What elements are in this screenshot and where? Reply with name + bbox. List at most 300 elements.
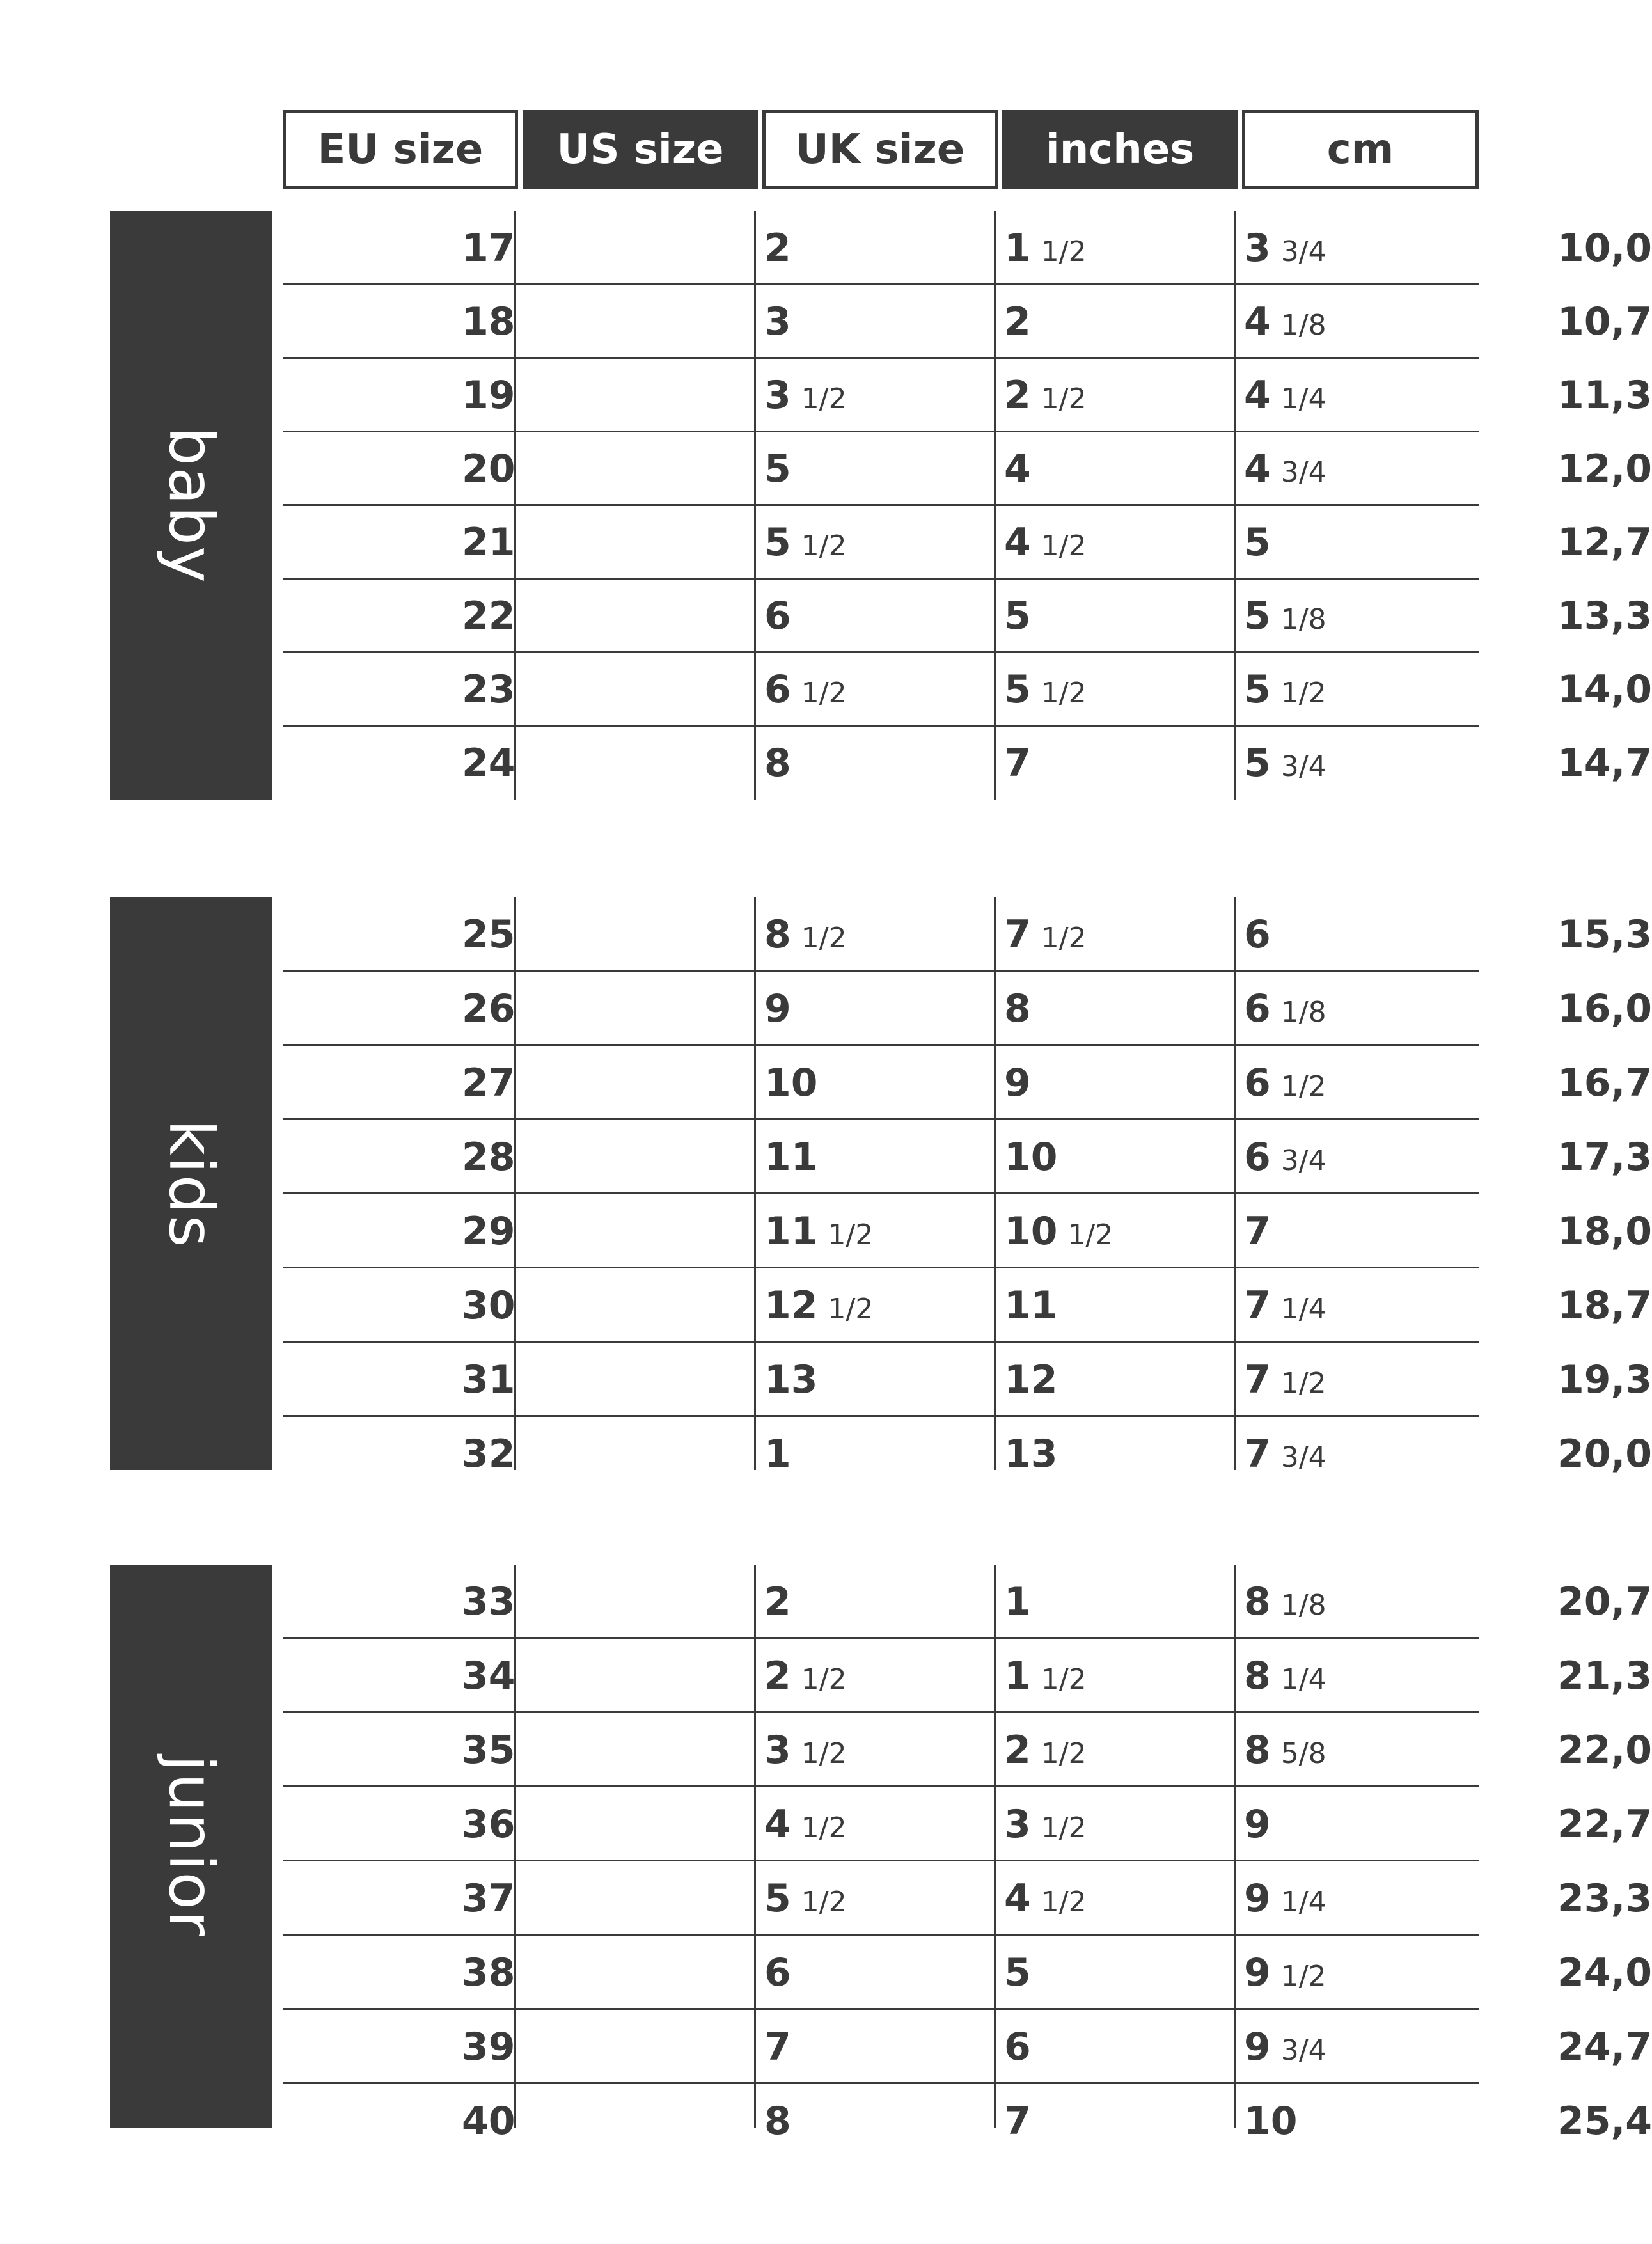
us-size-cell (764, 726, 791, 800)
inches-cell (1244, 1268, 1326, 1343)
table-row (283, 1787, 1652, 1861)
inches-cell (1244, 972, 1326, 1046)
inches-cell (1244, 358, 1326, 432)
size-fraction: 1/2 (801, 1663, 847, 1696)
size-value: 8 (1244, 1728, 1271, 1773)
size-value: 11,3 (1557, 373, 1652, 418)
size-value: 8 (1244, 1654, 1271, 1698)
inches-cell (1244, 1046, 1326, 1120)
cm-cell (1557, 1194, 1652, 1268)
size-value: 9 (1244, 1950, 1271, 1995)
size-value: 9 (1244, 1876, 1271, 1921)
table-row (283, 897, 1652, 972)
size-fraction: 1/2 (1041, 235, 1087, 268)
size-value: 9 (1244, 1802, 1271, 1847)
cm-cell (1557, 432, 1652, 506)
section-label-box (110, 897, 272, 1470)
us-size-cell (764, 1936, 791, 2010)
size-fraction: 1/2 (1041, 676, 1087, 709)
cm-cell (1557, 1268, 1652, 1343)
size-value: 10 (1004, 1135, 1058, 1180)
inches-cell (1244, 2084, 1298, 2158)
table-row (283, 1343, 1652, 1417)
size-value: 13 (1004, 1432, 1058, 1476)
size-fraction: 1/2 (828, 1218, 874, 1251)
uk-size-cell (1004, 211, 1087, 285)
size-value: 3 (1244, 226, 1271, 271)
size-value: 34 (462, 1654, 515, 1698)
cm-cell (1557, 972, 1652, 1046)
uk-size-cell (1004, 1268, 1058, 1343)
size-value: 26 (462, 986, 515, 1031)
eu-size-cell (462, 505, 515, 580)
size-value: 12,7 (1557, 520, 1652, 565)
uk-size-cell (1004, 358, 1087, 432)
size-value: 6 (1004, 2025, 1031, 2069)
size-fraction: 3/4 (1280, 2034, 1326, 2067)
table-row (283, 1046, 1652, 1120)
size-value: 12 (1004, 1357, 1058, 1402)
table-row (283, 1713, 1652, 1787)
inches-cell (1244, 1120, 1326, 1194)
size-value: 31 (462, 1357, 515, 1402)
eu-size-cell (462, 726, 515, 800)
size-value: 5 (1004, 667, 1031, 712)
uk-size-cell (1004, 1417, 1058, 1491)
size-fraction: 1/2 (828, 1292, 874, 1325)
cm-cell (1557, 1787, 1652, 1861)
us-size-cell (764, 1787, 847, 1861)
us-size-cell (764, 579, 791, 653)
size-value: 1 (1004, 1654, 1031, 1698)
size-fraction: 1/2 (1041, 382, 1087, 415)
cm-cell (1557, 1639, 1652, 1713)
size-value: 24 (462, 741, 515, 786)
cm-cell (1557, 652, 1652, 727)
size-fraction: 1/2 (1280, 676, 1326, 709)
size-value: 2 (1004, 299, 1031, 344)
size-value: 25,4 (1557, 2099, 1652, 2144)
eu-size-cell (462, 1639, 515, 1713)
uk-size-cell (1004, 1639, 1087, 1713)
size-value: 8 (1244, 1579, 1271, 1624)
size-value: 17,3 (1557, 1135, 1652, 1180)
size-fraction: 3/4 (1280, 235, 1326, 268)
size-value: 10 (1244, 2099, 1298, 2144)
inches-cell (1244, 1936, 1326, 2010)
size-value: 11 (1004, 1283, 1058, 1328)
size-value: 12,0 (1557, 446, 1652, 491)
size-value: 13 (764, 1357, 818, 1402)
size-value: 20,0 (1557, 1432, 1652, 1476)
uk-size-cell (1004, 505, 1087, 580)
eu-size-cell (462, 2010, 515, 2084)
eu-size-cell (462, 211, 515, 285)
size-value: 2 (764, 226, 791, 271)
us-size-cell (764, 2010, 791, 2084)
size-value: 19 (462, 373, 515, 418)
table-row (283, 652, 1652, 727)
size-fraction: 1/2 (801, 1737, 847, 1770)
cm-cell (1557, 1565, 1652, 1639)
size-value: 1 (1004, 226, 1031, 271)
size-value: 5 (1244, 594, 1271, 638)
size-grid (283, 211, 1652, 800)
size-fraction: 1/2 (801, 1811, 847, 1844)
uk-size-cell (1004, 1713, 1087, 1787)
size-value: 14,7 (1557, 741, 1652, 786)
eu-size-cell (462, 1565, 515, 1639)
table-row (283, 1639, 1652, 1713)
uk-size-cell (1004, 972, 1031, 1046)
cm-cell (1557, 1120, 1652, 1194)
size-value: 4 (1244, 373, 1271, 418)
uk-size-cell (1004, 1120, 1058, 1194)
table-row (283, 2084, 1652, 2158)
table-row (283, 2010, 1652, 2084)
eu-size-cell (462, 1343, 515, 1417)
size-value: 10 (764, 1061, 818, 1105)
table-row (283, 432, 1652, 506)
size-fraction: 1/2 (1280, 1366, 1326, 1400)
eu-size-cell (462, 1787, 515, 1861)
size-value: 9 (764, 986, 791, 1031)
cm-cell (1557, 285, 1652, 359)
cm-cell (1557, 505, 1652, 580)
us-size-cell (764, 285, 791, 359)
eu-size-cell (462, 1417, 515, 1491)
cm-cell (1557, 211, 1652, 285)
eu-size-cell (462, 358, 515, 432)
header-us-size: US size (523, 110, 758, 189)
size-value: 32 (462, 1432, 515, 1476)
size-value: 2 (1004, 1728, 1031, 1773)
size-fraction: 1/2 (1041, 529, 1087, 562)
us-size-cell (764, 1194, 873, 1268)
size-fraction: 1/8 (1280, 1588, 1326, 1622)
cm-cell (1557, 1343, 1652, 1417)
us-size-cell (764, 2084, 791, 2158)
eu-size-cell (462, 972, 515, 1046)
size-value: 4 (1004, 1876, 1031, 1921)
size-value: 10 (1004, 1209, 1058, 1254)
table-row (283, 1417, 1652, 1491)
size-value: 12 (764, 1283, 818, 1328)
section-label: kids (155, 1119, 227, 1249)
table-row (283, 1936, 1652, 2010)
eu-size-cell (462, 1713, 515, 1787)
size-value: 7 (1244, 1357, 1271, 1402)
size-value: 19,3 (1557, 1357, 1652, 1402)
cm-cell (1557, 2084, 1652, 2158)
size-fraction: 1/8 (1280, 308, 1326, 342)
uk-size-cell (1004, 1861, 1087, 1936)
inches-cell (1244, 211, 1326, 285)
size-fraction: 1/2 (1067, 1218, 1113, 1251)
size-value: 35 (462, 1728, 515, 1773)
size-value: 7 (1244, 1283, 1271, 1328)
header-inches: inches (1002, 110, 1238, 189)
size-value: 6 (1244, 912, 1271, 957)
size-fraction: 1/2 (1280, 1959, 1326, 1993)
eu-size-cell (462, 432, 515, 506)
size-value: 3 (1004, 1802, 1031, 1847)
size-value: 5 (1004, 594, 1031, 638)
size-value: 2 (764, 1579, 791, 1624)
size-value: 17 (462, 226, 515, 271)
size-value: 39 (462, 2025, 515, 2069)
size-value: 3 (764, 373, 791, 418)
table-row (283, 579, 1652, 653)
size-value: 18 (462, 299, 515, 344)
us-size-cell (764, 432, 791, 506)
size-value: 23,3 (1557, 1876, 1652, 1921)
size-value: 13,3 (1557, 594, 1652, 638)
size-fraction: 5/8 (1280, 1737, 1326, 1770)
eu-size-cell (462, 1861, 515, 1936)
eu-size-cell (462, 2084, 515, 2158)
inches-cell (1244, 285, 1326, 359)
cm-cell (1557, 1861, 1652, 1936)
size-value: 6 (1244, 1061, 1271, 1105)
inches-cell (1244, 1713, 1326, 1787)
uk-size-cell (1004, 1787, 1087, 1861)
size-fraction: 1/4 (1280, 382, 1326, 415)
inches-cell (1244, 1417, 1326, 1491)
size-value: 5 (1244, 741, 1271, 786)
eu-size-cell (462, 652, 515, 727)
uk-size-cell (1004, 285, 1031, 359)
us-size-cell (764, 652, 847, 727)
size-fraction: 1/2 (801, 676, 847, 709)
uk-size-cell (1004, 1046, 1031, 1120)
size-fraction: 3/4 (1280, 750, 1326, 783)
section-label: junior (155, 1755, 227, 1938)
table-row (283, 1120, 1652, 1194)
size-value: 7 (1004, 912, 1031, 957)
size-value: 9 (1004, 1061, 1031, 1105)
inches-cell (1244, 1787, 1271, 1861)
size-value: 6 (1244, 986, 1271, 1031)
inches-cell (1244, 432, 1326, 506)
us-size-cell (764, 1268, 873, 1343)
inches-cell (1244, 897, 1271, 972)
table-row (283, 211, 1652, 285)
inches-cell (1244, 726, 1326, 800)
size-value: 38 (462, 1950, 515, 1995)
table-row (283, 285, 1652, 359)
section-junior (110, 1565, 1652, 2144)
eu-size-cell (462, 1120, 515, 1194)
uk-size-cell (1004, 2010, 1031, 2084)
size-fraction: 1/2 (1041, 1885, 1087, 1918)
size-value: 6 (764, 1950, 791, 1995)
size-value: 3 (764, 1728, 791, 1773)
section-baby (110, 211, 1652, 800)
table-row (283, 1861, 1652, 1936)
size-value: 1 (764, 1432, 791, 1476)
size-fraction: 3/4 (1280, 455, 1326, 489)
size-value: 8 (1004, 986, 1031, 1031)
us-size-cell (764, 1565, 791, 1639)
eu-size-cell (462, 1194, 515, 1268)
size-value: 10,0 (1557, 226, 1652, 271)
table-row (283, 1565, 1652, 1639)
uk-size-cell (1004, 652, 1087, 727)
uk-size-cell (1004, 1343, 1058, 1417)
size-value: 33 (462, 1579, 515, 1624)
uk-size-cell (1004, 1936, 1031, 2010)
size-value: 2 (764, 1654, 791, 1698)
size-value: 22,0 (1557, 1728, 1652, 1773)
eu-size-cell (462, 1046, 515, 1120)
size-value: 2 (1004, 373, 1031, 418)
table-row (283, 505, 1652, 580)
table-row (283, 726, 1652, 800)
table-row (283, 1194, 1652, 1268)
us-size-cell (764, 1343, 818, 1417)
size-value: 7 (1004, 2099, 1031, 2144)
size-value: 14,0 (1557, 667, 1652, 712)
table-row (283, 358, 1652, 432)
section-kids (110, 897, 1652, 1476)
size-fraction: 1/2 (801, 529, 847, 562)
size-value: 5 (1244, 667, 1271, 712)
inches-cell (1244, 505, 1271, 580)
cm-cell (1557, 2010, 1652, 2084)
cm-cell (1557, 1713, 1652, 1787)
size-value: 4 (1244, 299, 1271, 344)
inches-cell (1244, 1565, 1326, 1639)
size-fraction: 1/2 (1041, 1811, 1087, 1844)
inches-cell (1244, 1194, 1271, 1268)
size-value: 6 (764, 594, 791, 638)
size-value: 1 (1004, 1579, 1031, 1624)
inches-cell (1244, 652, 1326, 727)
size-value: 4 (764, 1802, 791, 1847)
cm-cell (1557, 1417, 1652, 1491)
size-value: 23 (462, 667, 515, 712)
size-value: 15,3 (1557, 912, 1652, 957)
size-value: 7 (764, 2025, 791, 2069)
size-value: 4 (1004, 446, 1031, 491)
size-value: 8 (764, 2099, 791, 2144)
eu-size-cell (462, 579, 515, 653)
uk-size-cell (1004, 897, 1087, 972)
size-value: 6 (1244, 1135, 1271, 1180)
size-fraction: 1/4 (1280, 1292, 1326, 1325)
size-value: 11 (764, 1135, 818, 1180)
size-value: 6 (764, 667, 791, 712)
size-fraction: 1/4 (1280, 1885, 1326, 1918)
size-value: 7 (1004, 741, 1031, 786)
us-size-cell (764, 1713, 847, 1787)
inches-cell (1244, 579, 1326, 653)
size-grid (283, 897, 1652, 1476)
size-fraction: 1/8 (1280, 995, 1326, 1029)
uk-size-cell (1004, 1194, 1113, 1268)
cm-cell (1557, 358, 1652, 432)
size-value: 11 (764, 1209, 818, 1254)
size-value: 5 (764, 520, 791, 565)
eu-size-cell (462, 897, 515, 972)
size-value: 24,0 (1557, 1950, 1652, 1995)
table-row (283, 972, 1652, 1046)
size-value: 7 (1244, 1432, 1271, 1476)
cm-cell (1557, 726, 1652, 800)
size-fraction: 1/8 (1280, 603, 1326, 636)
size-grid (283, 1565, 1652, 2144)
size-value: 20 (462, 446, 515, 491)
us-size-cell (764, 1861, 847, 1936)
eu-size-cell (462, 285, 515, 359)
us-size-cell (764, 1417, 791, 1491)
us-size-cell (764, 1046, 818, 1120)
size-fraction: 1/2 (1280, 1070, 1326, 1103)
size-fraction: 3/4 (1280, 1144, 1326, 1177)
size-value: 21,3 (1557, 1654, 1652, 1698)
uk-size-cell (1004, 579, 1031, 653)
size-fraction: 1/2 (1041, 921, 1087, 954)
cm-cell (1557, 579, 1652, 653)
eu-size-cell (462, 1936, 515, 2010)
size-value: 20,7 (1557, 1579, 1652, 1624)
size-value: 16,0 (1557, 986, 1652, 1031)
size-value: 8 (764, 741, 791, 786)
eu-size-cell (462, 1268, 515, 1343)
inches-cell (1244, 1343, 1326, 1417)
size-fraction: 1/4 (1280, 1663, 1326, 1696)
size-value: 5 (764, 1876, 791, 1921)
size-value: 5 (1004, 1950, 1031, 1995)
size-value: 22 (462, 594, 515, 638)
uk-size-cell (1004, 432, 1031, 506)
size-value: 9 (1244, 2025, 1271, 2069)
size-value: 7 (1244, 1209, 1271, 1254)
header-eu-size: EU size (283, 110, 518, 189)
size-value: 21 (462, 520, 515, 565)
size-fraction: 1/2 (1041, 1737, 1087, 1770)
size-fraction: 1/2 (801, 921, 847, 954)
size-value: 36 (462, 1802, 515, 1847)
size-value: 22,7 (1557, 1802, 1652, 1847)
section-label-box (110, 1565, 272, 2128)
inches-cell (1244, 1639, 1326, 1713)
size-value: 4 (1004, 520, 1031, 565)
cm-cell (1557, 1936, 1652, 2010)
size-value: 5 (1244, 520, 1271, 565)
us-size-cell (764, 897, 847, 972)
size-fraction: 3/4 (1280, 1441, 1326, 1474)
us-size-cell (764, 505, 847, 580)
size-fraction: 1/2 (801, 382, 847, 415)
uk-size-cell (1004, 1565, 1031, 1639)
cm-cell (1557, 897, 1652, 972)
size-value: 8 (764, 912, 791, 957)
uk-size-cell (1004, 726, 1031, 800)
size-value: 25 (462, 912, 515, 957)
table-row (283, 1268, 1652, 1343)
section-label-box (110, 211, 272, 800)
size-value: 29 (462, 1209, 515, 1254)
size-value: 16,7 (1557, 1061, 1652, 1105)
size-value: 30 (462, 1283, 515, 1328)
size-value: 28 (462, 1135, 515, 1180)
uk-size-cell (1004, 2084, 1031, 2158)
header-cm: cm (1242, 110, 1479, 189)
us-size-cell (764, 1639, 847, 1713)
size-value: 18,7 (1557, 1283, 1652, 1328)
